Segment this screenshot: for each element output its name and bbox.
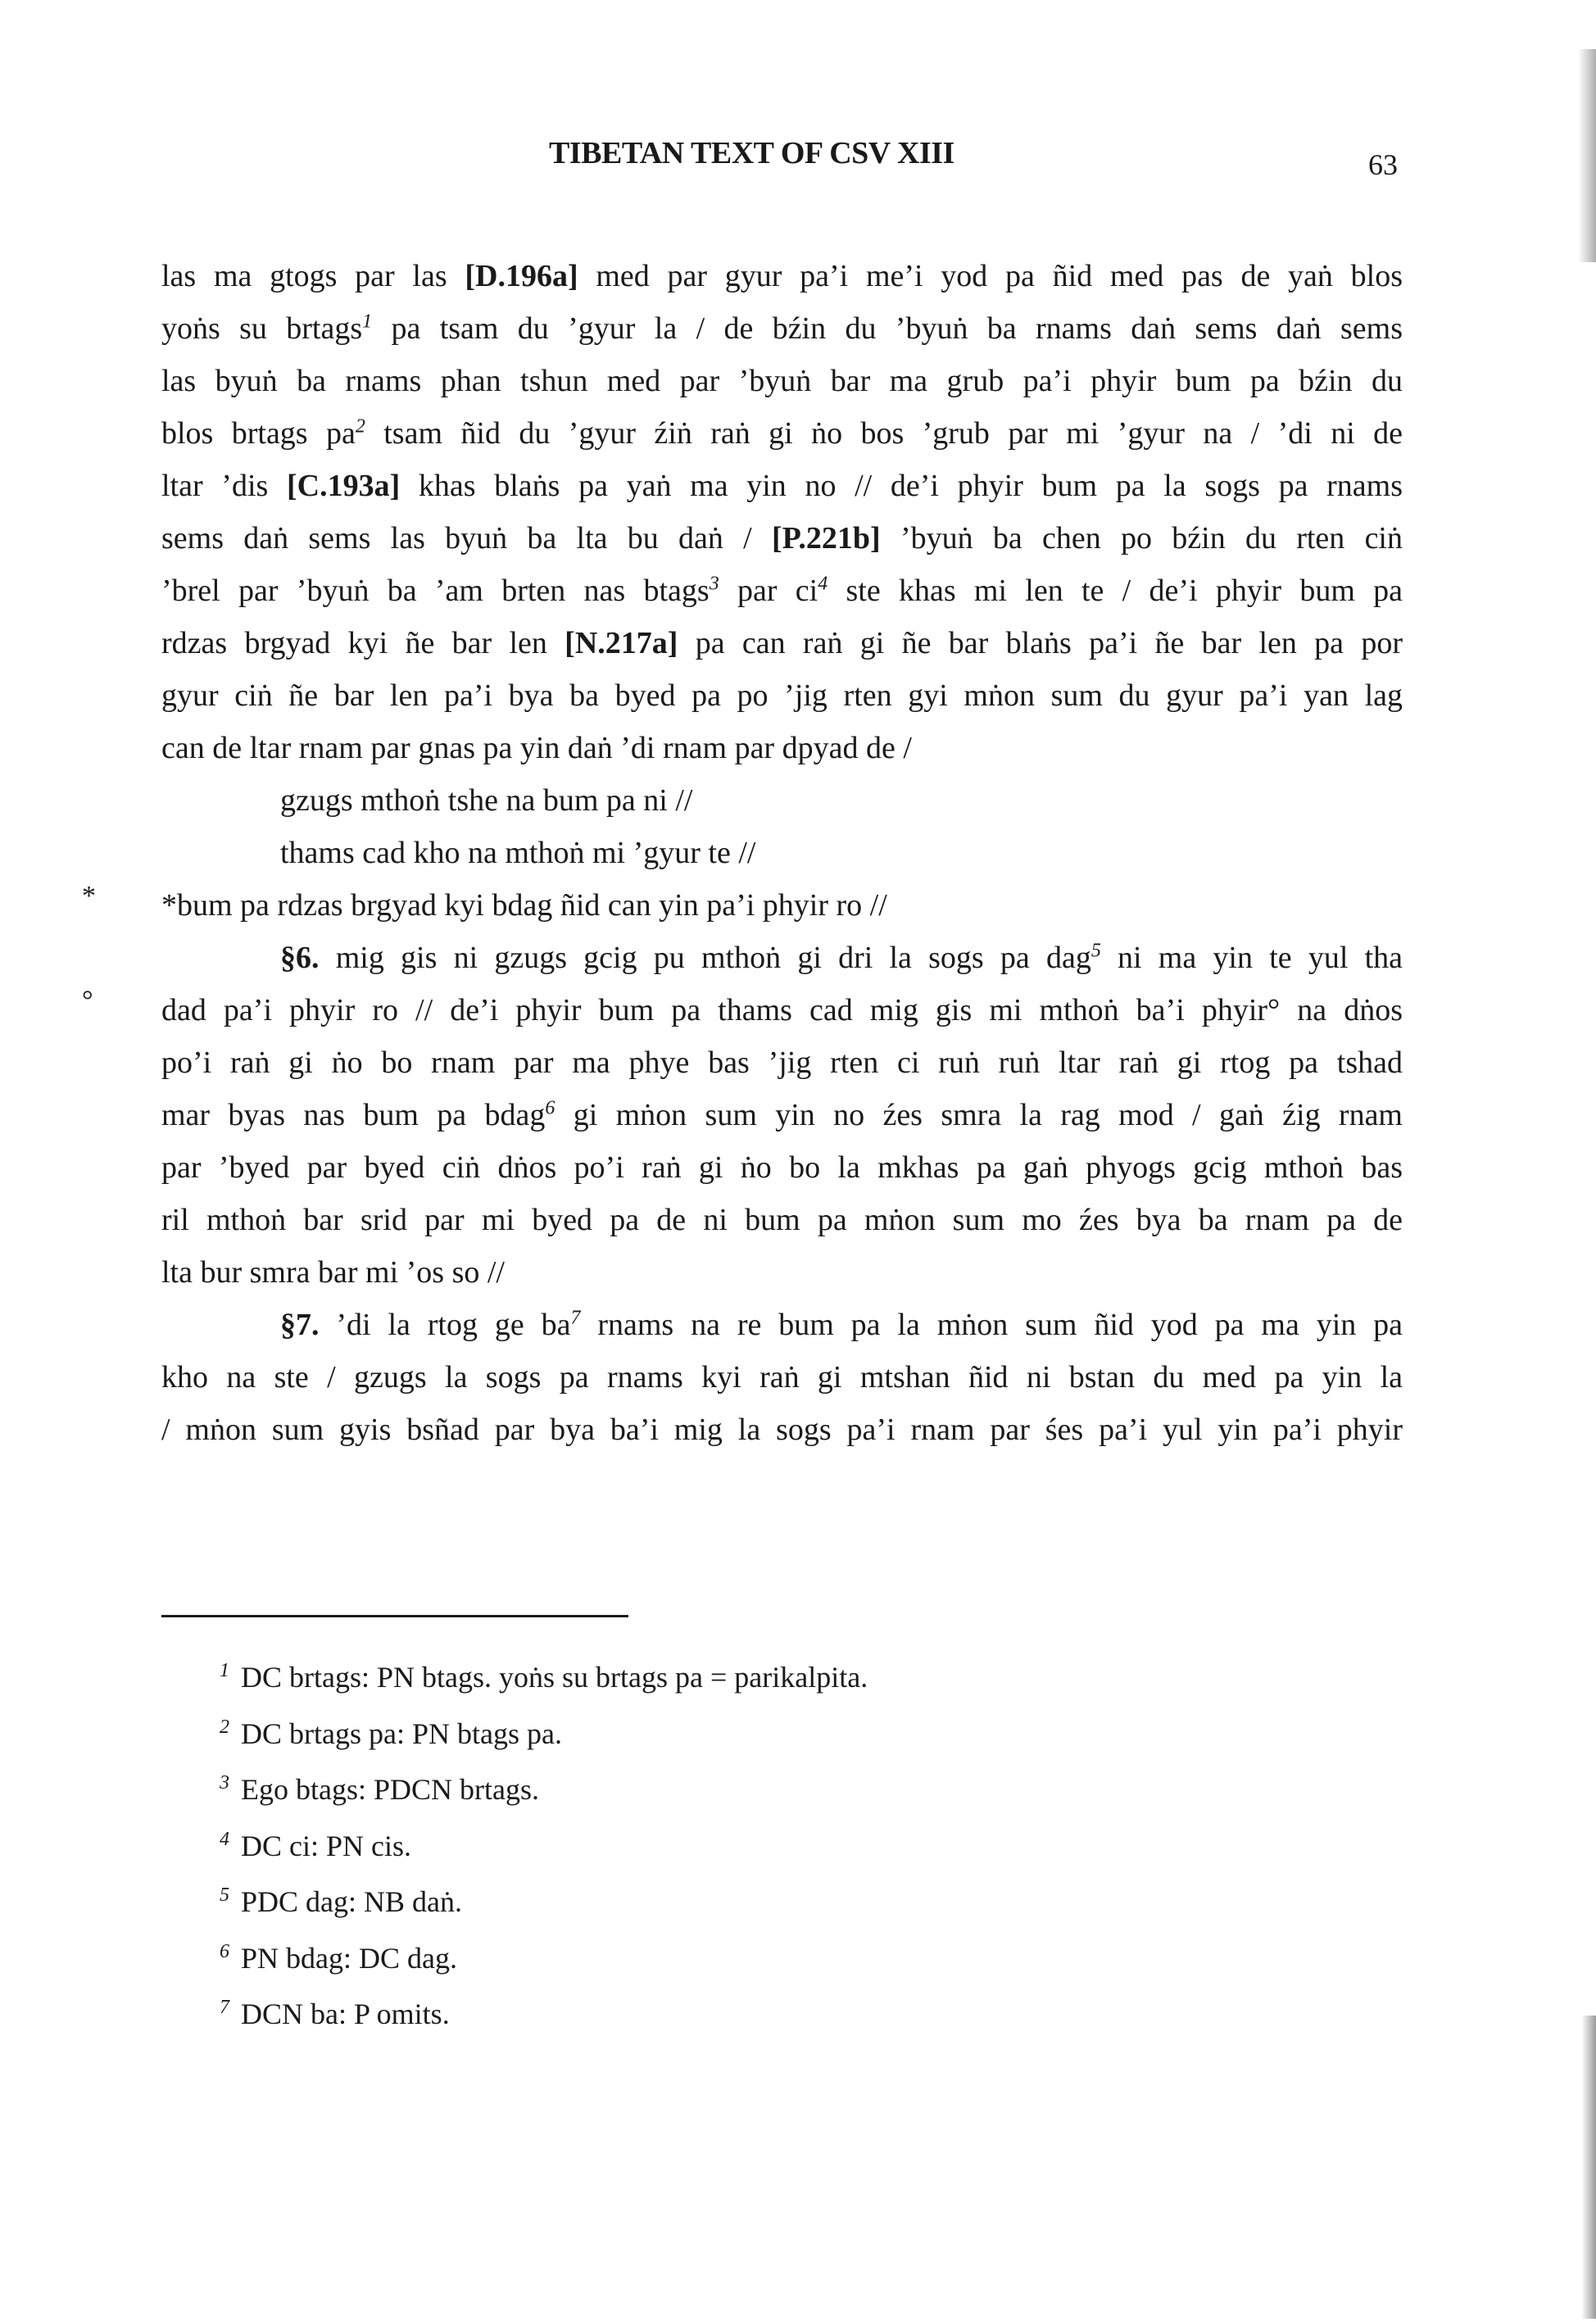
folio-reference: [C.193a] bbox=[286, 469, 401, 503]
text-line: lta bur smra bar mi ’os so // bbox=[161, 1255, 505, 1290]
verse-line: *bum pa rdzas brgyad kyi bdag ñid can yin pa’i phyir ro // bbox=[161, 888, 887, 923]
footnote-marker: 3 bbox=[709, 573, 719, 595]
text-line: po’i raṅ gi ṅo bo rnam par ma phye bas ’jig rten ci ruṅ ruṅ ltar raṅ gi rtog pa tshad bbox=[161, 1045, 1403, 1080]
text-line: dad pa’i phyir ro // de’i phyir bum pa thams cad mig gis mi mthoṅ ba’i phyir° na dṅos bbox=[161, 993, 1403, 1027]
text-line: las byuṅ ba rnams phan tshun med par ’byuṅ bar ma grub pa’i phyir bum pa bźin du bbox=[161, 364, 1403, 398]
scan-edge-shadow bbox=[1581, 2016, 1596, 2319]
footnote-marker: 5 bbox=[1090, 940, 1101, 962]
footnote: $^4$ DC ci: PN cis. bbox=[220, 1828, 412, 1862]
degree-margin-marker: ° bbox=[82, 986, 93, 1016]
footnotes bbox=[220, 1649, 868, 2043]
footnote: $^5$ PDC dag: NB daṅ. bbox=[220, 1884, 462, 1918]
text-line: ltar ’dis [C.193a] khas blaṅs pa yaṅ ma yin no // de’i phyir bum pa la sogs pa rnams bbox=[161, 469, 1403, 503]
text-line: kho na ste / gzugs la sogs pa rnams kyi raṅ gi mtshan ñid ni bstan du med pa yin la bbox=[161, 1360, 1403, 1395]
text-line: ril mthoṅ bar srid par mi byed pa de ni bum pa mṅon sum mo źes bya ba rnam pa de bbox=[161, 1203, 1403, 1237]
footnote: $^6$ PN bdag: DC dag. bbox=[220, 1940, 457, 1975]
text-line: can de ltar rnam par gnas pa yin daṅ ’di rnam par dpyad de / bbox=[161, 731, 912, 765]
text-line: rdzas brgyad kyi ñe bar len [N.217a] pa can raṅ gi ñe bar blaṅs pa’i ñe bar len pa por bbox=[161, 626, 1403, 660]
footnote-marker: 4 bbox=[818, 573, 828, 595]
text-line: gyur ciṅ ñe bar len pa’i bya ba byed pa po ’jig rten gyi mṅon sum du gyur pa’i yan lag bbox=[161, 678, 1403, 713]
folio-reference: [N.217a] bbox=[564, 626, 678, 660]
section-label: §6. bbox=[280, 941, 320, 975]
text-line: mar byas nas bum pa bdag$^6$ gi mṅon sum yin no źes smra la rag mod / gaṅ źig rnam bbox=[161, 1097, 1403, 1132]
footnote: $^2$ DC brtags pa: PN btags pa. bbox=[220, 1716, 562, 1750]
verse-line: gzugs mthoṅ tshe na bum pa ni // bbox=[280, 783, 693, 818]
footnote-marker: 2 bbox=[355, 415, 365, 438]
footnote-marker: 1 bbox=[362, 311, 373, 333]
text-line: ’brel par ’byuṅ ba ’am brten nas btags$^3$ par $ci^4$ ste khas mi len te / de’i phyir bum pa bbox=[161, 573, 1403, 608]
text-line: blos brtags $pa^2$ tsam ñid du ’gyur źiṅ raṅ gi ṅo bos ’grub par mi ’gyur na / ’di ni de bbox=[161, 415, 1403, 451]
text-line: las ma gtogs par las [D.196a] med par gyur pa’i me’i yod pa ñid med pas de yaṅ blos bbox=[161, 259, 1403, 293]
text-line: / mṅon sum gyis bsñad par bya ba’i mig la sogs pa’i rnam par śes pa’i yul yin pa’i phyir bbox=[161, 1413, 1403, 1447]
text-line: sems daṅ sems las byuṅ ba lta bu daṅ / [P.221b] ’byuṅ ba chen po bźin du rten ciṅ bbox=[161, 521, 1403, 556]
footnote: $^7$ DCN ba: P omits. bbox=[220, 1997, 450, 2030]
folio-reference: [P.221b] bbox=[772, 521, 881, 556]
paragraph-6-line: §6. mig gis ni gzugs gcig pu mthoṅ gi dri la sogs pa dag$^5$ ni ma yin te yul tha bbox=[280, 940, 1403, 975]
footnote: $^3$ Ego btags: PDCN brtags. bbox=[220, 1772, 539, 1806]
running-header: TIBETAN TEXT OF CSV XIII bbox=[549, 136, 954, 170]
paragraph-7-line: §7. ’di la rtog ge $ba^7$ rnams na re bum pa la mṅon sum ñid yod pa ma yin pa bbox=[280, 1307, 1403, 1342]
text-line: yoṅs su brtags$^1$ pa tsam du ’gyur la / de bźin du ’byuṅ ba rnams daṅ sems daṅ sems bbox=[161, 311, 1403, 346]
footnote-marker: 6 bbox=[545, 1097, 555, 1119]
verse-line: thams cad kho na mthoṅ mi ’gyur te // bbox=[280, 836, 756, 870]
section-label: §7. bbox=[280, 1308, 320, 1342]
folio-reference: [D.196a] bbox=[465, 259, 578, 293]
text-line: par ’byed par byed ciṅ dṅos po’i raṅ gi ṅo bo la mkhas pa gaṅ phyogs gcig mthoṅ bas bbox=[161, 1150, 1403, 1185]
footnote-divider bbox=[161, 1615, 628, 1617]
scan-edge-shadow bbox=[1578, 49, 1596, 262]
page-number: 63 bbox=[1368, 148, 1398, 181]
main-text bbox=[161, 250, 1403, 1456]
footnote: $^1$ DC brtags: PN btags. yoṅs su brtags pa = parikalpita. bbox=[220, 1660, 868, 1694]
asterisk-margin-marker: * bbox=[82, 881, 96, 911]
footnote-marker: 7 bbox=[570, 1307, 581, 1329]
